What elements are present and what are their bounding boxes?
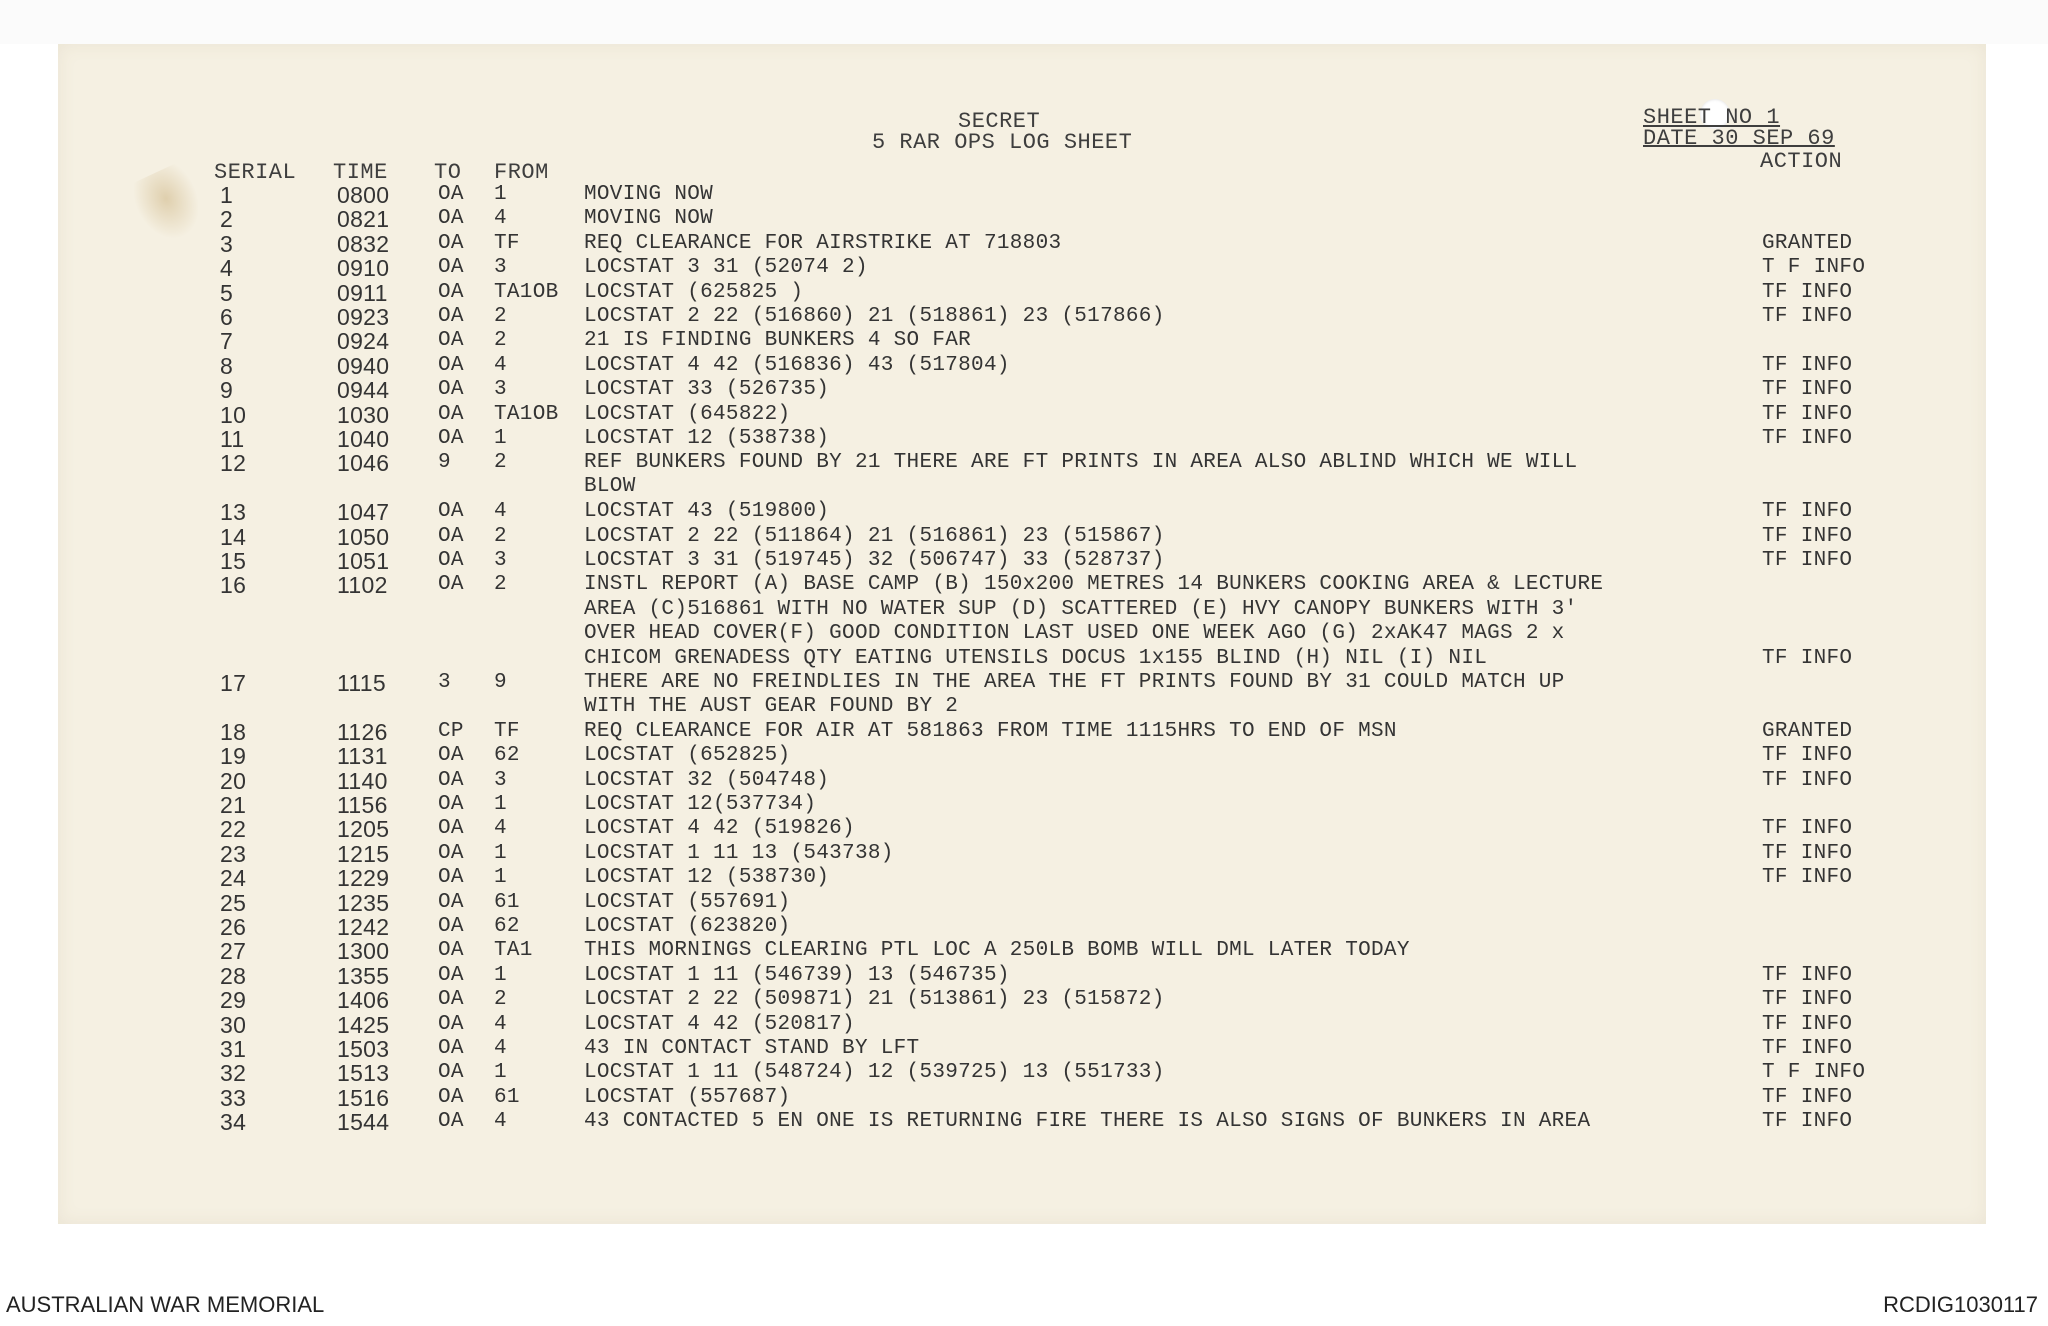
entry-from: 62 — [494, 915, 520, 938]
entry-serial: 11 — [220, 426, 245, 452]
entry-message: LOCSTAT 3 31 (519745) 32 (506747) 33 (528737) — [584, 549, 1165, 572]
entry-time: 1156 — [337, 792, 388, 818]
entry-to: OA — [438, 1086, 464, 1109]
entry-serial: 3 — [220, 231, 234, 257]
entry-time: 0821 — [337, 206, 390, 232]
log-entry-row — [0, 305, 2000, 329]
entry-to: OA — [438, 1037, 464, 1060]
entry-from: 2 — [494, 988, 507, 1011]
entry-serial: 31 — [220, 1036, 247, 1062]
log-entry-row — [0, 915, 2000, 939]
entry-from: 4 — [494, 817, 507, 840]
entry-to: OA — [438, 183, 464, 206]
entry-to: OA — [438, 939, 464, 962]
entry-serial: 34 — [220, 1109, 247, 1135]
entry-action: TF INFO — [1762, 378, 1853, 401]
entry-from: 3 — [494, 378, 507, 401]
log-entry-row — [0, 500, 2000, 524]
entry-from: TA1OB — [494, 281, 559, 304]
entry-serial: 15 — [220, 548, 247, 574]
sheet-number: SHEET NO 1 — [1643, 105, 1781, 130]
entry-message: MOVING NOW — [584, 207, 714, 230]
entry-action: T F INFO — [1762, 256, 1866, 279]
entry-time: 1516 — [337, 1085, 390, 1111]
entry-message: LOCSTAT 1 11 13 (543738) — [584, 842, 894, 865]
entry-action: TF INFO — [1762, 964, 1853, 987]
entry-message: LOCSTAT 4 42 (519826) — [584, 817, 855, 840]
entry-serial: 17 — [220, 670, 247, 696]
entry-serial: 9 — [220, 377, 234, 403]
entry-message: LOCSTAT 2 22 (511864) 21 (516861) 23 (515867) — [584, 525, 1165, 548]
entry-action: TF INFO — [1762, 988, 1853, 1011]
entry-action: T F INFO — [1762, 1061, 1866, 1084]
entry-to: OA — [438, 744, 464, 767]
entry-action: TF INFO — [1762, 403, 1853, 426]
entry-from: 1 — [494, 964, 507, 987]
entry-serial: 6 — [220, 304, 234, 330]
entry-message: LOCSTAT 12 (538738) — [584, 427, 830, 450]
entry-action: TF INFO — [1762, 427, 1853, 450]
entry-message: LOCSTAT (625825 ) — [584, 281, 804, 304]
entry-from: 1 — [494, 1061, 507, 1084]
entry-to: OA — [438, 1013, 464, 1036]
entry-from: 2 — [494, 525, 507, 548]
entry-to: OA — [438, 891, 464, 914]
entry-serial: 12 — [220, 450, 247, 476]
time-column-header: TIME — [333, 160, 388, 185]
entry-to: OA — [438, 1110, 464, 1133]
entry-to: OA — [438, 988, 464, 1011]
entry-serial: 20 — [220, 768, 247, 794]
entry-to: CP — [438, 720, 464, 743]
entry-message: LOCSTAT (645822) — [584, 403, 791, 426]
entry-message: LOCSTAT 33 (526735) — [584, 378, 830, 401]
entry-serial: 2 — [220, 206, 234, 232]
log-entry-row — [0, 866, 2000, 890]
entry-message: LOCSTAT 1 11 (546739) 13 (546735) — [584, 964, 1010, 987]
entry-from: TF — [494, 232, 520, 255]
entry-serial: 26 — [220, 914, 247, 940]
entry-time: 1140 — [337, 768, 388, 794]
entry-time: 0832 — [337, 231, 390, 257]
entry-time: 0910 — [337, 255, 390, 281]
entry-time: 1425 — [337, 1012, 390, 1038]
entry-time: 1126 — [337, 719, 388, 745]
entry-action: TF INFO — [1762, 1086, 1853, 1109]
entry-time: 1503 — [337, 1036, 390, 1062]
entry-message: REF BUNKERS FOUND BY 21 THERE ARE FT PRINTS IN AREA ALSO ABLIND WHICH WE WILL — [584, 451, 1578, 474]
entry-from: TF — [494, 720, 520, 743]
entry-from: 1 — [494, 793, 507, 816]
log-entry-row — [0, 769, 2000, 793]
entry-time: 1242 — [337, 914, 390, 940]
log-entry-row — [0, 964, 2000, 988]
log-entry-row — [0, 573, 2000, 597]
entry-from: 4 — [494, 354, 507, 377]
entry-to: OA — [438, 817, 464, 840]
entry-time: 0924 — [337, 328, 390, 354]
entry-to: OA — [438, 793, 464, 816]
entry-action: TF INFO — [1762, 305, 1853, 328]
entry-action: TF INFO — [1762, 354, 1853, 377]
entry-time: 1040 — [337, 426, 390, 452]
entry-serial: 22 — [220, 816, 247, 842]
entry-time: 1050 — [337, 524, 390, 550]
entry-action: TF INFO — [1762, 842, 1853, 865]
entry-time: 1406 — [337, 987, 390, 1013]
entry-from: 3 — [494, 769, 507, 792]
log-entry-row — [0, 207, 2000, 231]
log-entry-row — [0, 183, 2000, 207]
entry-message: LOCSTAT 12(537734) — [584, 793, 817, 816]
entry-from: 61 — [494, 891, 520, 914]
entry-serial: 32 — [220, 1060, 247, 1086]
entry-to: OA — [438, 329, 464, 352]
entry-message: LOCSTAT 43 (519800) — [584, 500, 830, 523]
footer — [0, 1290, 2048, 1326]
entry-action: TF INFO — [1762, 281, 1853, 304]
entry-message: LOCSTAT 3 31 (52074 2) — [584, 256, 868, 279]
entry-message: LOCSTAT 2 22 (509871) 21 (513861) 23 (515872) — [584, 988, 1165, 1011]
entry-message: LOCSTAT 1 11 (548724) 12 (539725) 13 (551733) — [584, 1061, 1165, 1084]
entry-to: 3 — [438, 671, 451, 694]
entry-from: 2 — [494, 305, 507, 328]
log-entry-row — [0, 622, 2000, 646]
entry-action: TF INFO — [1762, 817, 1853, 840]
entry-time: 1046 — [337, 450, 390, 476]
entry-time: 1131 — [337, 743, 388, 769]
entry-serial: 16 — [220, 572, 247, 598]
log-entry-row — [0, 793, 2000, 817]
entry-message: LOCSTAT 32 (504748) — [584, 769, 830, 792]
log-entry-row — [0, 817, 2000, 841]
entry-serial: 19 — [220, 743, 247, 769]
log-entry-row — [0, 525, 2000, 549]
entry-serial: 10 — [220, 402, 247, 428]
entry-time: 0800 — [337, 182, 390, 208]
log-entry-row — [0, 329, 2000, 353]
entry-time: 1513 — [337, 1060, 390, 1086]
entry-from: 1 — [494, 842, 507, 865]
entry-from: 4 — [494, 1037, 507, 1060]
log-entry-row — [0, 647, 2000, 671]
entry-to: OA — [438, 378, 464, 401]
entry-to: OA — [438, 256, 464, 279]
log-entry-row — [0, 988, 2000, 1012]
entry-serial: 23 — [220, 841, 247, 867]
entry-time: 1544 — [337, 1109, 390, 1135]
log-entry-row — [0, 744, 2000, 768]
archive-reference: RCDIG1030117 — [1883, 1292, 2038, 1317]
entry-time: 1300 — [337, 938, 390, 964]
entry-time: 1047 — [337, 499, 390, 525]
entry-to: OA — [438, 964, 464, 987]
entry-to: OA — [438, 232, 464, 255]
log-entry-row — [0, 450, 2000, 498]
entry-serial: 14 — [220, 524, 247, 550]
entry-time: 0923 — [337, 304, 390, 330]
entry-time: 0940 — [337, 353, 390, 379]
log-entry-row — [0, 378, 2000, 402]
entry-time: 1235 — [337, 890, 390, 916]
entry-action: GRANTED — [1762, 232, 1853, 255]
log-entry-row — [0, 1037, 2000, 1061]
log-entry-row — [0, 403, 2000, 427]
entry-serial: 29 — [220, 987, 247, 1013]
entry-action: TF INFO — [1762, 1037, 1853, 1060]
entry-from: TA1 — [494, 939, 533, 962]
entry-from: 62 — [494, 744, 520, 767]
entry-time: 1229 — [337, 865, 390, 891]
log-entry-row — [0, 549, 2000, 573]
entry-serial: 28 — [220, 963, 247, 989]
sheet-date: DATE 30 SEP 69 — [1643, 126, 1835, 151]
entry-time: 0944 — [337, 377, 390, 403]
entry-from: 3 — [494, 549, 507, 572]
entry-to: OA — [438, 281, 464, 304]
log-entry-row — [0, 842, 2000, 866]
entry-to: OA — [438, 549, 464, 572]
entry-message: 43 CONTACTED 5 EN ONE IS RETURNING FIRE THERE IS ALSO SIGNS OF BUNKERS IN AREA — [584, 1110, 1591, 1133]
entry-message: THERE ARE NO FREINDLIES IN THE AREA THE FT PRINTS FOUND BY 31 COULD MATCH UP — [584, 671, 1565, 694]
log-entry-row — [0, 720, 2000, 744]
entry-serial: 24 — [220, 865, 247, 891]
entry-serial: 21 — [220, 792, 247, 818]
entry-to: OA — [438, 207, 464, 230]
log-entry-row — [0, 598, 2000, 622]
entry-message: 43 IN CONTACT STAND BY LFT — [584, 1037, 920, 1060]
entry-to: OA — [438, 500, 464, 523]
serial-column-header: SERIAL — [214, 160, 297, 185]
from-column-header: FROM — [494, 160, 549, 185]
entry-message: LOCSTAT (557691) — [584, 891, 791, 914]
entry-message: REQ CLEARANCE FOR AIRSTRIKE AT 718803 — [584, 232, 1062, 255]
document-title: 5 RAR OPS LOG SHEET — [872, 130, 1133, 155]
entry-message: AREA (C)516861 WITH NO WATER SUP (D) SCATTERED (E) HVY CANOPY BUNKERS WITH 3' — [584, 598, 1578, 621]
entry-action: TF INFO — [1762, 525, 1853, 548]
log-entry-row — [0, 427, 2000, 451]
entry-message: THIS MORNINGS CLEARING PTL LOC A 250LB BOMB WILL DML LATER TODAY — [584, 939, 1410, 962]
classification-label: SECRET — [958, 109, 1041, 134]
log-entry-row — [0, 939, 2000, 963]
entry-message: MOVING NOW — [584, 183, 714, 206]
entry-message: LOCSTAT 4 42 (520817) — [584, 1013, 855, 1036]
entry-serial: 7 — [220, 328, 234, 354]
entry-message: LOCSTAT (652825) — [584, 744, 791, 767]
action-column-header: ACTION — [1760, 149, 1843, 174]
entry-serial: 27 — [220, 938, 247, 964]
log-entry-row — [0, 256, 2000, 280]
entry-to: OA — [438, 403, 464, 426]
entry-serial: 18 — [220, 719, 247, 745]
log-entry-row — [0, 1086, 2000, 1110]
entry-action: TF INFO — [1762, 549, 1853, 572]
to-column-header: TO — [434, 160, 462, 185]
log-entry-row — [0, 232, 2000, 256]
entry-from: 4 — [494, 1110, 507, 1133]
entry-message: INSTL REPORT (A) BASE CAMP (B) 150x200 METRES 14 BUNKERS COOKING AREA & LECTURE — [584, 573, 1604, 596]
entry-action: TF INFO — [1762, 866, 1853, 889]
entry-action: GRANTED — [1762, 720, 1853, 743]
entry-from: 1 — [494, 866, 507, 889]
entry-to: OA — [438, 354, 464, 377]
log-entry-row — [0, 670, 2000, 718]
entry-to: OA — [438, 769, 464, 792]
entry-time: 0911 — [337, 280, 388, 306]
entry-time: 1115 — [337, 670, 386, 696]
entry-action: TF INFO — [1762, 744, 1853, 767]
top-border — [0, 0, 2048, 44]
entry-from: 4 — [494, 207, 507, 230]
entry-message: REQ CLEARANCE FOR AIR AT 581863 FROM TIME 1115HRS TO END OF MSN — [584, 720, 1397, 743]
entry-action: TF INFO — [1762, 500, 1853, 523]
entry-action: TF INFO — [1762, 1110, 1853, 1133]
entry-from: 4 — [494, 1013, 507, 1036]
entry-to: OA — [438, 525, 464, 548]
log-entries — [0, 183, 1928, 1143]
log-entry-row — [0, 891, 2000, 915]
entry-from: 2 — [494, 573, 507, 596]
entry-serial: 1 — [220, 182, 234, 208]
entry-message: LOCSTAT (557687) — [584, 1086, 791, 1109]
entry-serial: 33 — [220, 1085, 247, 1111]
entry-message: LOCSTAT 12 (538730) — [584, 866, 830, 889]
entry-action: TF INFO — [1762, 769, 1853, 792]
entry-from: TA1OB — [494, 403, 559, 426]
entry-to: OA — [438, 427, 464, 450]
entry-from: 61 — [494, 1086, 520, 1109]
entry-from: 2 — [494, 451, 507, 474]
entry-time: 1102 — [337, 572, 388, 598]
entry-message: LOCSTAT 2 22 (516860) 21 (518861) 23 (517866) — [584, 305, 1165, 328]
entry-serial: 5 — [220, 280, 234, 306]
entry-to: OA — [438, 305, 464, 328]
entry-message: LOCSTAT 4 42 (516836) 43 (517804) — [584, 354, 1010, 377]
log-entry-row — [0, 354, 2000, 378]
entry-message: LOCSTAT (623820) — [584, 915, 791, 938]
entry-serial: 25 — [220, 890, 247, 916]
entry-action: TF INFO — [1762, 647, 1853, 670]
entry-time: 1205 — [337, 816, 390, 842]
entry-from: 4 — [494, 500, 507, 523]
log-entry-row — [0, 1110, 2000, 1134]
entry-to: OA — [438, 842, 464, 865]
entry-to: 9 — [438, 451, 451, 474]
entry-message: 21 IS FINDING BUNKERS 4 SO FAR — [584, 329, 972, 352]
entry-time: 1030 — [337, 402, 390, 428]
entry-from: 1 — [494, 183, 507, 206]
archive-name: AUSTRALIAN WAR MEMORIAL — [6, 1292, 325, 1317]
entry-message: CHICOM GRENADESS QTY EATING UTENSILS DOCUS 1x155 BLIND (H) NIL (I) NIL — [584, 647, 1488, 670]
entry-to: OA — [438, 573, 464, 596]
entry-serial: 13 — [220, 499, 247, 525]
entry-to: OA — [438, 1061, 464, 1084]
entry-time: 1215 — [337, 841, 390, 867]
entry-message-continued: WITH THE AUST GEAR FOUND BY 2 — [584, 695, 959, 718]
entry-time: 1051 — [337, 548, 390, 574]
entry-message-continued: BLOW — [584, 475, 636, 498]
entry-from: 9 — [494, 671, 507, 694]
log-entry-row — [0, 281, 2000, 305]
entry-serial: 8 — [220, 353, 234, 379]
entry-action: TF INFO — [1762, 1013, 1853, 1036]
entry-from: 3 — [494, 256, 507, 279]
log-entry-row — [0, 1013, 2000, 1037]
entry-message: OVER HEAD COVER(F) GOOD CONDITION LAST USED ONE WEEK AGO (G) 2xAK47 MAGS 2 x — [584, 622, 1565, 645]
entry-from: 1 — [494, 427, 507, 450]
log-entry-row — [0, 1061, 2000, 1085]
entry-from: 2 — [494, 329, 507, 352]
entry-to: OA — [438, 866, 464, 889]
entry-serial: 30 — [220, 1012, 247, 1038]
entry-serial: 4 — [220, 255, 234, 281]
entry-to: OA — [438, 915, 464, 938]
entry-time: 1355 — [337, 963, 390, 989]
